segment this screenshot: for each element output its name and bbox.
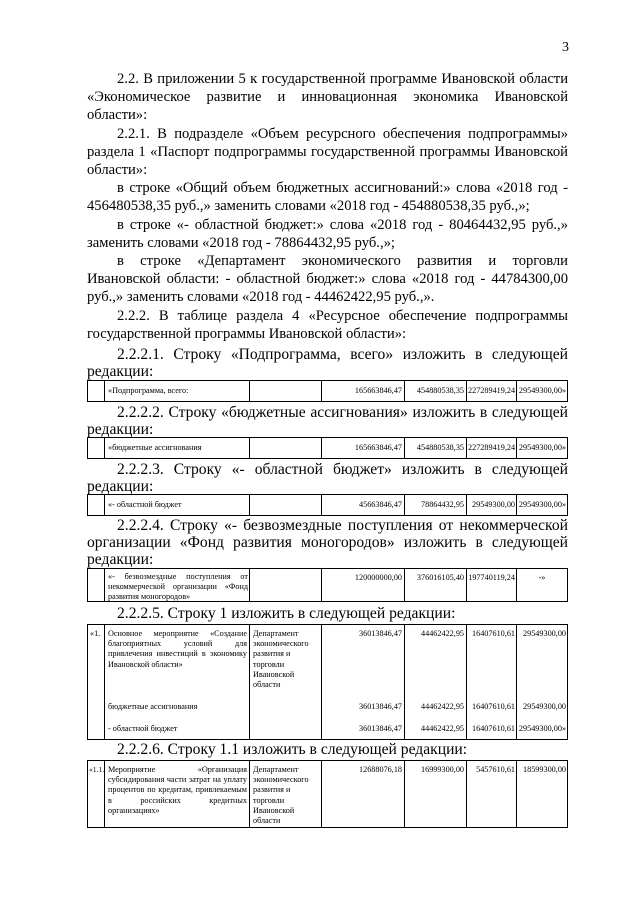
- table-regional-budget: [87, 494, 568, 516]
- executor: Департамент экономического развития и торговли Ивановской области: [253, 629, 309, 690]
- row-label: «Подпрограмма, всего:: [108, 386, 189, 395]
- paragraph-total-budget: в строке «Общий объем бюджетных ассигнований:» слова «2018 год - 456480538,35 руб.,» заменить словами «2018 год - 454880538,35 руб.,»;: [87, 180, 568, 215]
- table-monotown-fund: [87, 568, 568, 602]
- value-cell: 120000000,00: [354, 573, 402, 582]
- paragraph-regional-budget: в строке «- областной бюджет:» слова «2018 год - 80464432,95 руб.,» заменить словами «2018 год - 78864432,95 руб.,»;: [87, 216, 568, 251]
- heading-2-2-2-4: 2.2.2.4. Строку «- безвозмездные поступления от некоммерческой организации «Фонд развития моногородов» изложить в следующей редакции:: [87, 517, 568, 568]
- value-cell: 36013846,47: [359, 702, 402, 711]
- value-cell: 29549300,00: [523, 702, 566, 711]
- value-cell: 16407610,61: [472, 629, 515, 638]
- value-cell: 36013846,47: [359, 724, 402, 733]
- value-cell: 12688076,18: [359, 765, 402, 774]
- heading-2-2-2-2: 2.2.2.2. Строку «бюджетные ассигнования» изложить в следующей редакции:: [87, 404, 568, 438]
- table-budget-allocations: [87, 437, 568, 459]
- value-cell: 454880538,35: [416, 443, 464, 452]
- paragraph-department: в строке «Департамент экономического развития и торговли Ивановской области: - областной бюджет:» слова «2018 год - 44784300,00 руб.,» заменить словами «2018 год - 44462422,95 руб.,».: [87, 253, 568, 306]
- value-cell: 44462422,95: [421, 724, 464, 733]
- value-cell: 44462422,95: [421, 629, 464, 638]
- row-label: «- безвозмездные поступления от некоммерческой организации «Фонд развития моногородов»: [108, 572, 248, 602]
- value-cell: 29549300,00»: [518, 386, 566, 395]
- value-cell: 227289419,24: [468, 386, 516, 395]
- row-label: «- областной бюджет: [108, 500, 182, 509]
- value-cell: 18599300,00: [523, 765, 566, 774]
- row-label: - областной бюджет: [108, 724, 178, 733]
- value-cell: 44462422,95: [421, 702, 464, 711]
- page-number: 3: [562, 40, 569, 55]
- value-cell: 29549300,00: [523, 629, 566, 638]
- value-cell: 78864432,95: [421, 500, 464, 509]
- row-label: бюджетные ассигнования: [108, 702, 198, 711]
- table-row-1: [87, 624, 568, 740]
- value-cell: 16407610,61: [472, 724, 515, 733]
- heading-2-2-2-6: 2.2.2.6. Строку 1.1 изложить в следующей редакции:: [117, 741, 468, 758]
- row-label: «бюджетные ассигнования: [108, 443, 202, 452]
- measure-name: Мероприятие «Организация субсидирования части затрат на уплату процентов по кредитам, привлекаемым в российских кредитных организациях»: [108, 765, 247, 815]
- paragraph-2-2-2: 2.2.2. В таблице раздела 4 «Ресурсное обеспечение подпрограммы государственной программы Ивановской области»:: [87, 307, 568, 342]
- paragraph-2-2-1: 2.2.1. В подразделе «Объем ресурсного обеспечения подпрограммы» раздела 1 «Паспорт подпрограммы государственной программы Ивановской области»:: [87, 125, 568, 179]
- value-cell: 454880538,35: [416, 386, 464, 395]
- row-number: «1.: [90, 629, 101, 638]
- value-cell: 29549300,00»: [518, 500, 566, 509]
- table-subprogram-total: [87, 380, 568, 402]
- value-cell: -»: [538, 573, 546, 582]
- heading-2-2-2-3: 2.2.2.3. Строку «- областной бюджет» изложить в следующей редакции:: [87, 461, 568, 495]
- value-cell: 29549300,00»: [518, 724, 566, 733]
- heading-2-2-2-1: 2.2.2.1. Строку «Подпрограмма, всего» изложить в следующей редакции:: [87, 346, 568, 380]
- executor: Департамент экономического развития и торговли Ивановской области: [253, 765, 309, 826]
- value-cell: 16407610,61: [472, 702, 515, 711]
- measure-name: Основное мероприятие «Создание благоприятных условий для привлечения инвестиций в экономику Ивановской области»: [108, 629, 247, 669]
- row-number: «1.1.: [89, 765, 105, 774]
- value-cell: 376016105,40: [416, 573, 464, 582]
- value-cell: 29549300,00»: [518, 443, 566, 452]
- value-cell: 36013846,47: [359, 629, 402, 638]
- value-cell: 165663846,47: [354, 443, 402, 452]
- paragraph-2-2: 2.2. В приложении 5 к государственной программе Ивановской области «Экономическое развитие и инновационная экономика Ивановской области»:: [87, 71, 568, 124]
- value-cell: 5457610,61: [476, 765, 515, 774]
- value-cell: 29549300,00: [472, 500, 515, 509]
- table-row-1-1: [87, 760, 568, 828]
- value-cell: 45663846,47: [359, 500, 402, 509]
- heading-2-2-2-5: 2.2.2.5. Строку 1 изложить в следующей редакции:: [117, 605, 456, 622]
- amendment-text-block: [87, 70, 568, 343]
- value-cell: 16999300,00: [421, 765, 464, 774]
- value-cell: 227289419,24: [468, 443, 516, 452]
- value-cell: 165663846,47: [354, 386, 402, 395]
- value-cell: 197740119,24: [468, 573, 515, 582]
